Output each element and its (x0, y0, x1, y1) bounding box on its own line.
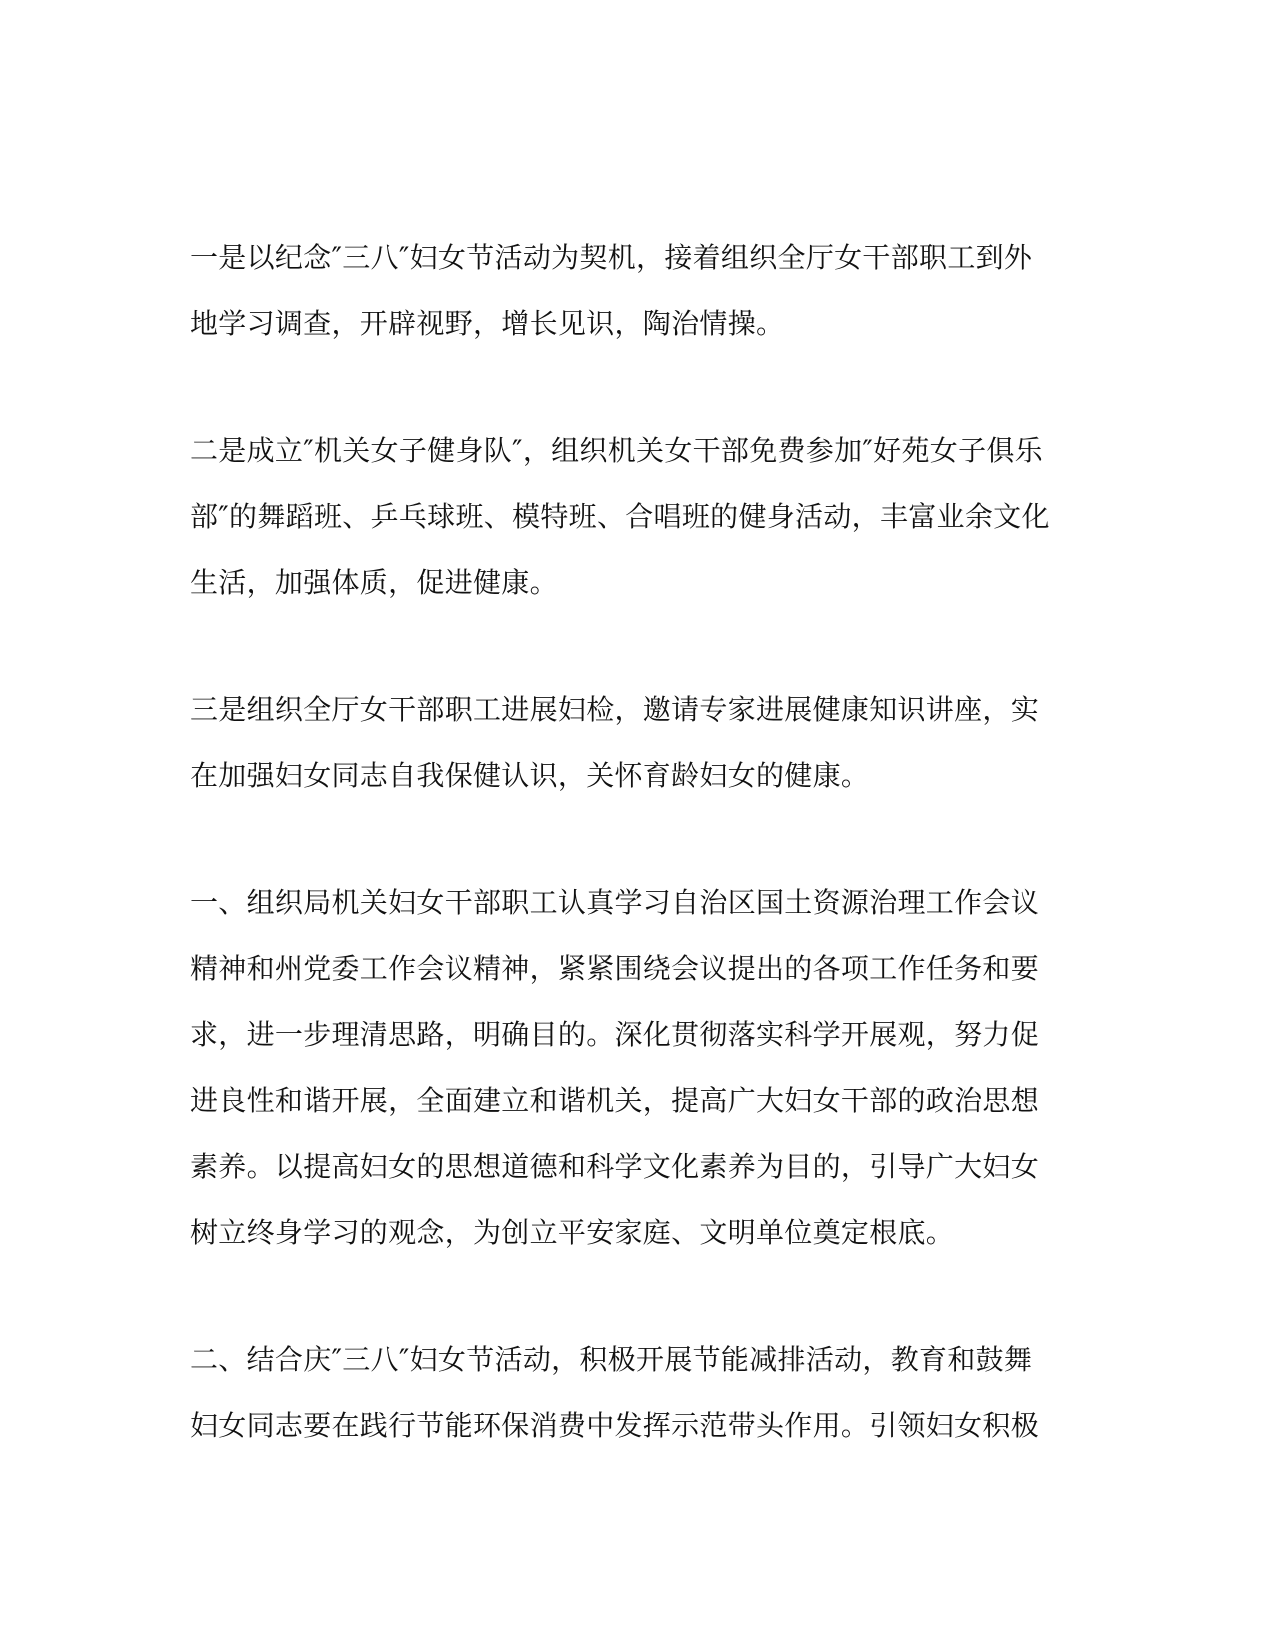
text-line: 精神和州党委工作会议精神，紧紧围绕会议提出的各项工作任务和要 (190, 952, 1040, 985)
text-line: 地学习调查，开辟视野，增长见识，陶治情操。 (190, 307, 785, 340)
text-line: 二、结合庆″三八″妇女节活动，积极开展节能减排活动，教育和鼓舞 (190, 1343, 1033, 1376)
text-line: 生活，加强体质，促进健康。 (190, 566, 558, 599)
paragraph-3 (190, 677, 1090, 809)
text-line: 在加强妇女同志自我保健认识，关怀育龄妇女的健康。 (190, 759, 870, 792)
text-line: 求，进一步理清思路，明确目的。深化贯彻落实科学开展观，努力促 (190, 1018, 1040, 1051)
paragraph-2 (190, 418, 1090, 616)
text-line: 三是组织全厅女干部职工进展妇检，邀请专家进展健康知识讲座，实 (190, 693, 1040, 726)
text-line: 素养。以提高妇女的思想道德和科学文化素养为目的，引导广大妇女 (190, 1150, 1040, 1183)
text-line: 一、组织局机关妇女干部职工认真学习自治区国土资源治理工作会议 (190, 886, 1040, 919)
document-body (190, 225, 1090, 1459)
text-line: 进良性和谐开展，全面建立和谐机关，提高广大妇女干部的政治思想 (190, 1084, 1040, 1117)
paragraph-1 (190, 225, 1090, 357)
text-line: 部″的舞蹈班、乒乓球班、模特班、合唱班的健身活动，丰富业余文化 (190, 500, 1050, 533)
text-line: 一是以纪念″三八″妇女节活动为契机，接着组织全厅女干部职工到外 (190, 241, 1033, 274)
text-line: 妇女同志要在践行节能环保消费中发挥示范带头作用。引领妇女积极 (190, 1409, 1040, 1442)
text-line: 二是成立″机关女子健身队″，组织机关女干部免费参加″好苑女子俱乐 (190, 434, 1043, 467)
paragraph-4 (190, 870, 1090, 1266)
paragraph-5 (190, 1327, 1090, 1459)
text-line: 树立终身学习的观念，为创立平安家庭、文明单位奠定根底。 (190, 1216, 955, 1249)
